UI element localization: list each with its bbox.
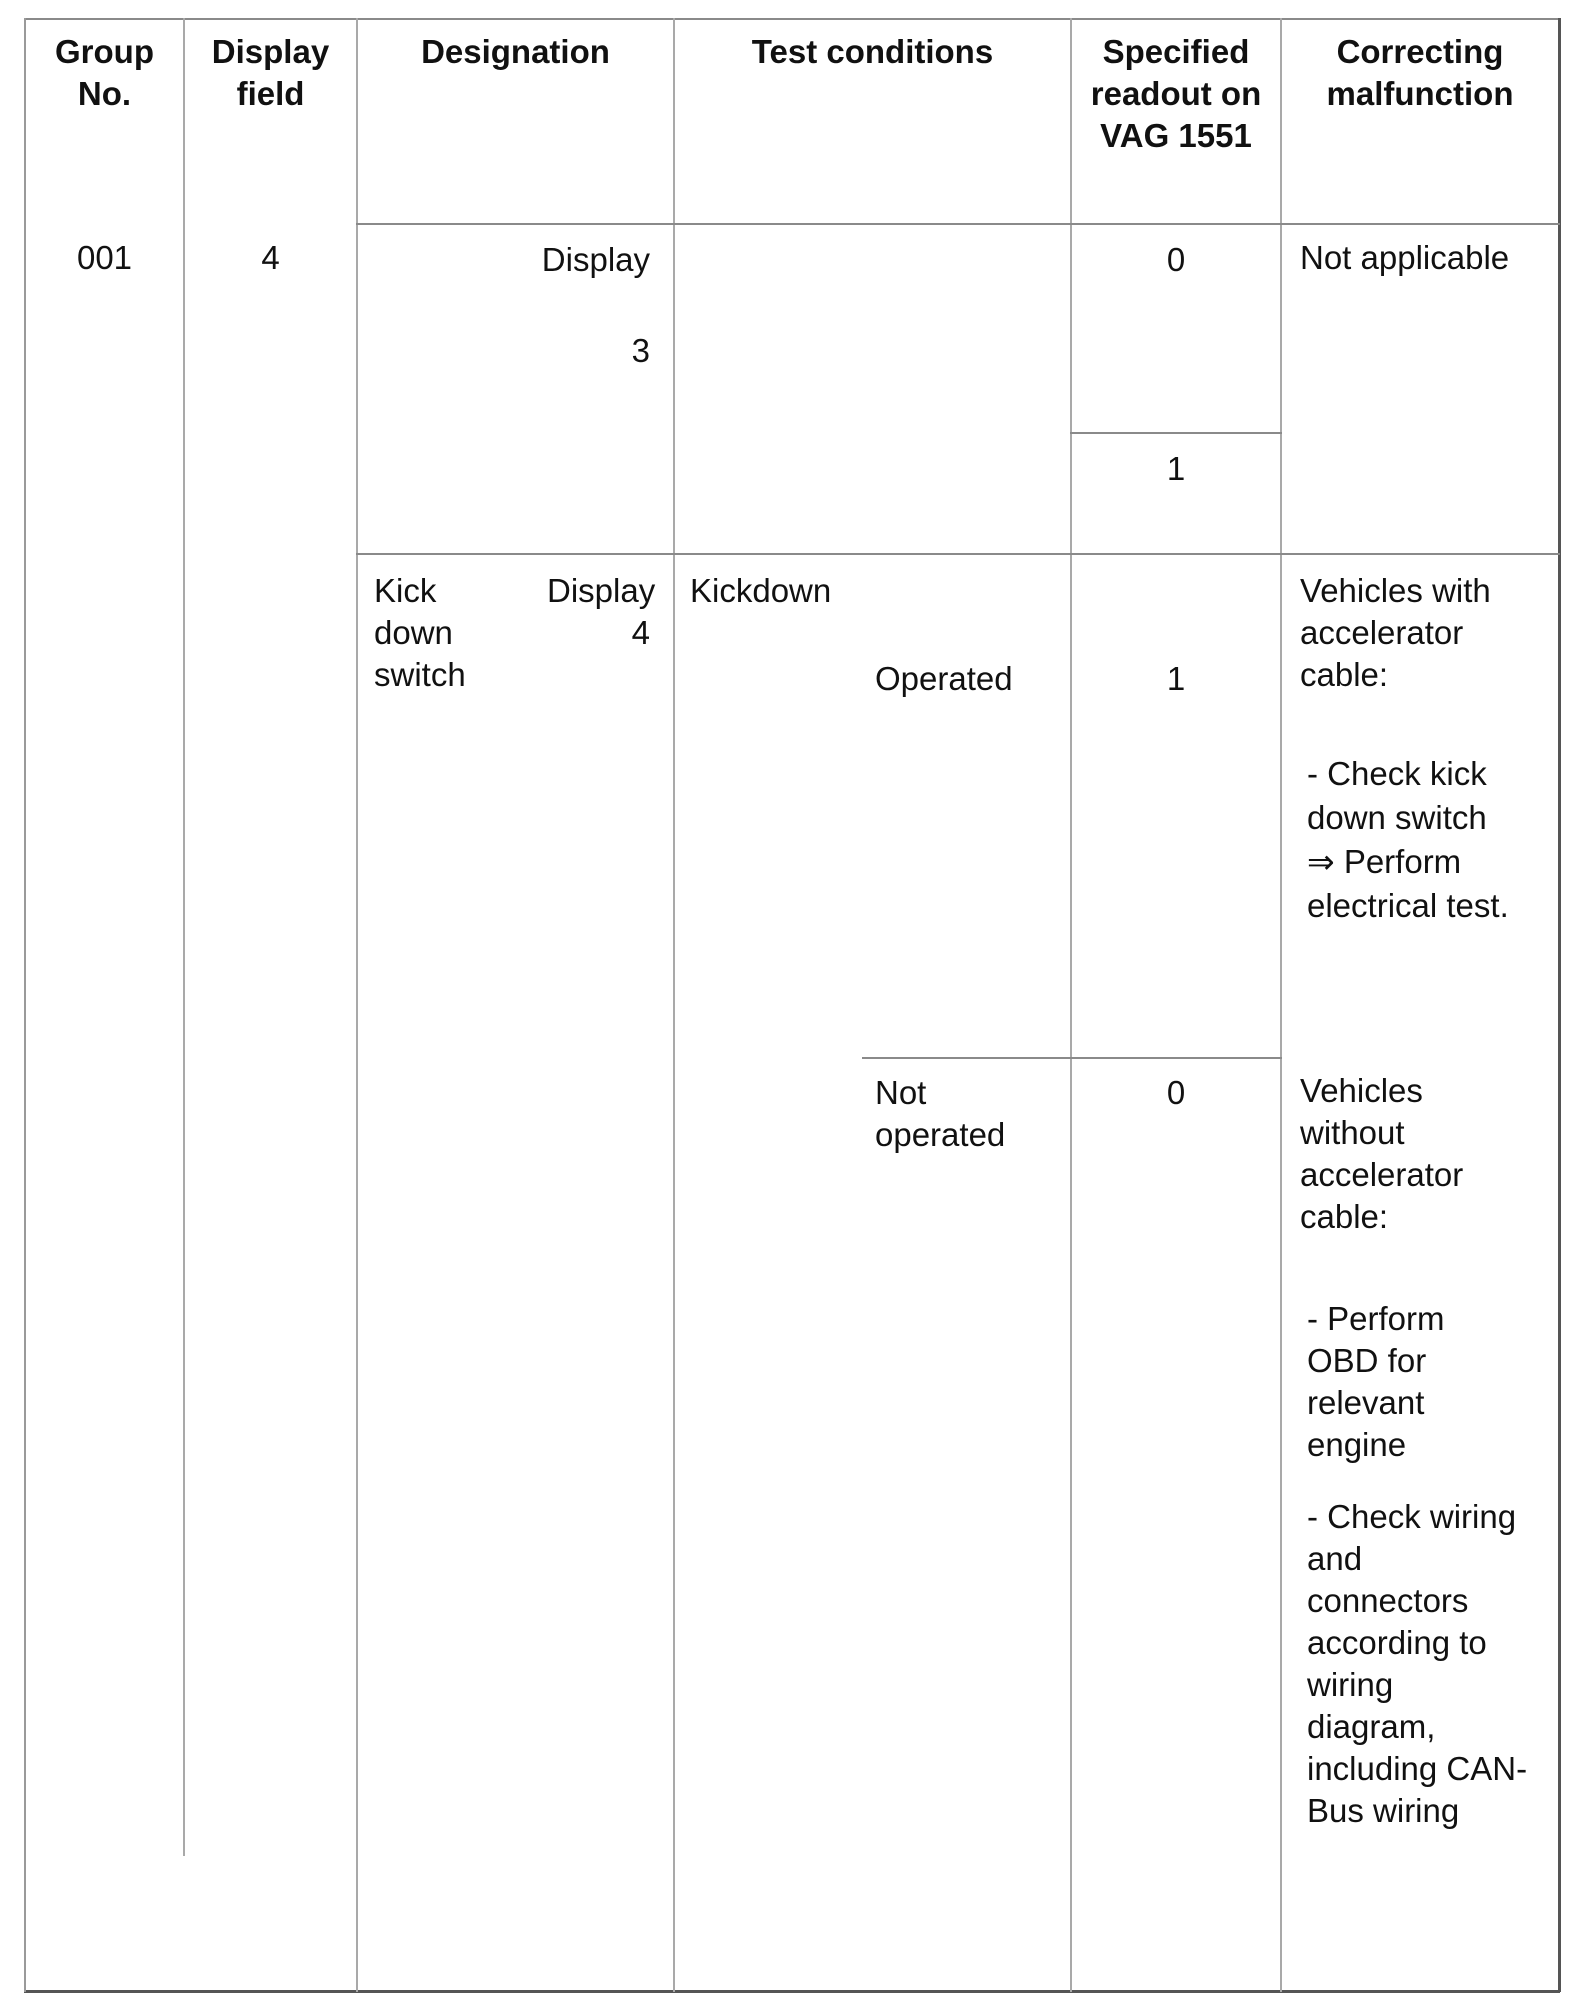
row2-readout-not-operated: 0: [1166, 1074, 1186, 1111]
display-field-number: 4: [261, 239, 280, 276]
table-top-border: [24, 18, 1560, 20]
row2-correcting-operated-heading: Vehicles with accelerator cable:: [1300, 572, 1491, 693]
table-right-border: [1558, 18, 1561, 1992]
col-sep-3: [673, 18, 675, 1992]
row1-readout-b: 1: [1166, 450, 1186, 487]
header-display-field: Display field: [211, 33, 330, 112]
col-sep-5: [1280, 18, 1282, 1992]
row2-designation-number: 4: [631, 614, 650, 651]
group-number: 001: [76, 239, 133, 276]
row1-bottom-line: [356, 553, 1560, 555]
header-bottom-line: [356, 223, 1560, 225]
row1-designation-number: 3: [631, 332, 650, 369]
row1-designation-display: Display: [541, 241, 650, 278]
row2-sub-not-operated: Not operated: [875, 1074, 1006, 1153]
row2-correcting-not-operated-action2: - Check wiring and connectors according to wiring diagram, including CAN- Bus wiring: [1307, 1498, 1528, 1829]
table-bottom-border: [24, 1990, 1560, 1993]
row2-readout-operated: 1: [1166, 660, 1186, 697]
header-test-conditions: Test conditions: [751, 33, 994, 70]
col-sep-2: [356, 18, 358, 1992]
row2-sub-operated: Operated: [875, 660, 1013, 697]
row2-correcting-not-operated-action1: - Perform OBD for relevant engine: [1307, 1300, 1445, 1463]
col-sep-4: [1070, 18, 1072, 1992]
row1-correcting: Not applicable: [1300, 239, 1510, 276]
row2-designation-name: Kick down switch: [374, 572, 466, 693]
row2-correcting-operated-action: - Check kick down switch ⇒ Perform electrical test.: [1307, 755, 1509, 924]
row1-readout-a: 0: [1166, 241, 1186, 278]
operated-bottom-line: [862, 1057, 1282, 1059]
row2-test-condition: Kickdown: [690, 572, 832, 609]
header-group-no: Group No.: [55, 33, 154, 112]
row2-designation-display: Display: [547, 572, 656, 609]
header-specified-readout: Specified readout on VAG 1551: [1090, 33, 1262, 154]
table-left-border: [24, 18, 26, 1992]
col-sep-1: [183, 18, 185, 1856]
row2-correcting-not-operated-heading: Vehicles without accelerator cable:: [1300, 1072, 1464, 1235]
header-designation: Designation: [421, 33, 610, 70]
header-correcting-malfunction: Correcting malfunction: [1326, 33, 1514, 112]
readout-sub-line: [1070, 432, 1282, 434]
